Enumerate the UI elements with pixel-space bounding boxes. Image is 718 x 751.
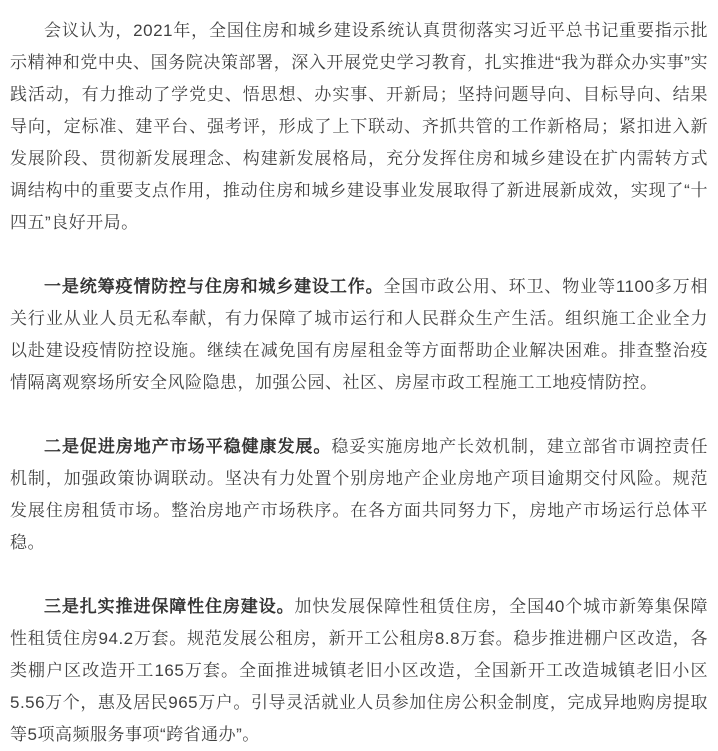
paragraph-lead: 三是扎实推进保障性住房建设。 [44,597,295,616]
paragraph-text: 加快发展保障性租赁住房，全国40个城市新筹集保障性租赁住房94.2万套。规范发展公租房，新开工公租房8.8万套。稳步推进棚户区改造，各类棚户区改造开工165万套。全面推进城镇老旧小区改造，全国新开工改造城镇老旧小区5.56万个，惠及居民965万户。引导灵活就业人员参加住房公积金制度，完成异地购房提取等5项高频服务事项“跨省通办”。 [10,597,708,744]
paragraph-lead: 二是促进房地产市场平稳健康发展。 [44,437,332,456]
paragraph-item-3 [10,591,708,751]
paragraph-item-1 [10,271,708,399]
paragraph-intro [10,15,708,239]
paragraph-text: 稳妥实施房地产长效机制，建立部省市调控责任机制，加强政策协调联动。坚决有力处置个别房地产企业房地产项目逾期交付风险。规范发展住房租赁市场。整治房地产市场秩序。在各方面共同努力下，房地产市场运行总体平稳。 [10,437,709,552]
paragraph-item-2 [10,431,708,559]
paragraph-text: 会议认为，2021年，全国住房和城乡建设系统认真贯彻落实习近平总书记重要指示批示精神和党中央、国务院决策部署，深入开展党史学习教育，扎实推进“我为群众办实事”实践活动，有力推动了学党史、悟思想、办实事、开新局；坚持问题导向、目标导向、结果导向，定标准、建平台、强考评，形成了上下联动、齐抓共管的工作新格局；紧扣进入新发展阶段、贯彻新发展理念、构建新发展格局，充分发挥住房和城乡建设在扩内需转方式调结构中的重要支点作用，推动住房和城乡建设事业发展取得了新进展新成效，实现了“十四五”良好开局。 [10,21,708,232]
paragraph-text: 全国市政公用、环卫、物业等1100多万相关行业从业人员无私奉献，有力保障了城市运行和人民群众生产生活。组织施工企业全力以赴建设疫情防控设施。继续在减免国有房屋租金等方面帮助企业解决困难。排查整治疫情隔离观察场所安全风险隐患，加强公园、社区、房屋市政工程施工工地疫情防控。 [10,277,709,392]
paragraph-lead: 一是统筹疫情防控与住房和城乡建设工作。 [44,277,384,296]
